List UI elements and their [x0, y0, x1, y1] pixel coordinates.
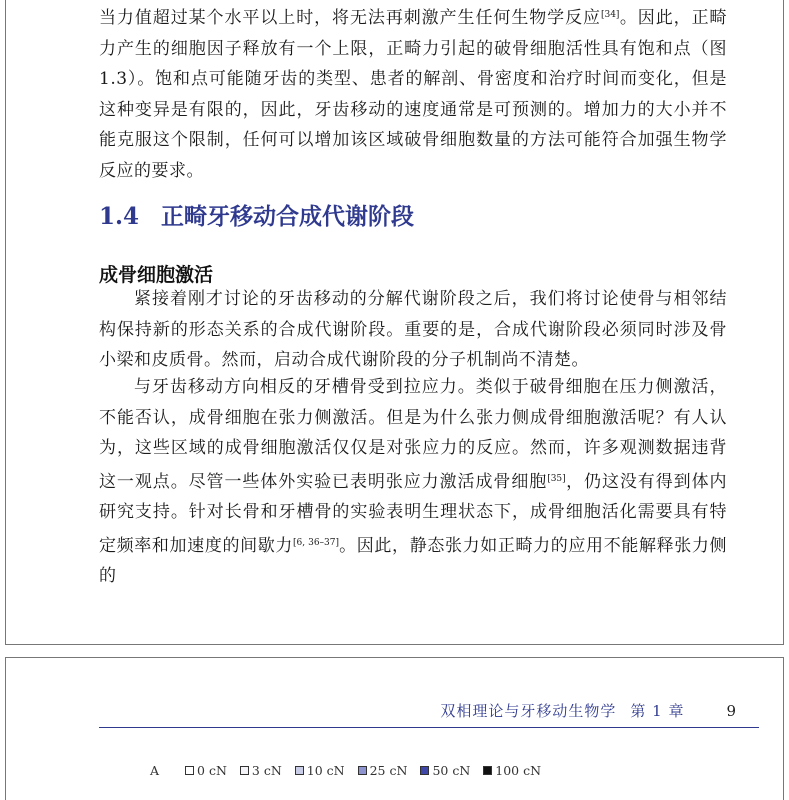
- book-title: 双相理论与牙移动生物学: [440, 702, 617, 720]
- paragraph-text: 紧接着刚才讨论的牙齿移动的分解代谢阶段之后，我们将讨论使骨与相邻结构保持新的形态关系的合成代谢阶段。重要的是，合成代谢阶段必须同时涉及骨小梁和皮质骨。然而，启动合成代谢阶段的分子机制尚不清楚。: [99, 289, 727, 370]
- section-title: 正畸牙移动合成代谢阶段: [161, 203, 415, 230]
- paragraph-text: 当力值超过某个水平以上时，将无法再刺激产生任何生物学反应: [99, 8, 601, 28]
- page-gap: [0, 645, 789, 657]
- paragraph-text: 。因此，正畸力产生的细胞因子释放有一个上限，正畸力引起的破骨细胞活性具有饱和点（图 1.3）。饱和点可能随牙齿的类型、患者的解剖、骨密度和治疗时间而变化，但是这种变异是有限的，因此，牙齿移动的速度通常是可预测的。增加力的大小并不能克服这个限制，任何可以增加该区域破骨细胞数量的方法可能符合加强生物学反应的要求。: [99, 8, 727, 181]
- legend-label: 0 cN: [197, 763, 227, 778]
- subsection-heading: 成骨细胞激活: [99, 264, 214, 286]
- page-number: 9: [726, 702, 737, 720]
- panel-label: A: [150, 763, 160, 778]
- legend-item: [185, 763, 227, 778]
- citation-35: [35]: [547, 473, 566, 484]
- legend-label: 3 cN: [251, 763, 282, 778]
- legend-item: [358, 763, 408, 778]
- legend-label: 50 cN: [432, 763, 471, 778]
- citation-34: [34]: [600, 10, 620, 20]
- legend-swatch: [295, 766, 304, 775]
- chapter-label: 第 1 章: [630, 702, 685, 720]
- legend-item: [295, 763, 345, 778]
- section-number: 1.4: [99, 203, 140, 230]
- legend-label: 25 cN: [369, 763, 408, 778]
- legend-label: 100 cN: [495, 763, 542, 778]
- legend-swatch: [358, 766, 367, 775]
- legend-swatch: [240, 766, 249, 775]
- legend-item: [240, 763, 282, 778]
- paragraph-tension: [99, 372, 727, 592]
- legend-items: [185, 763, 554, 778]
- paragraph-text: 。因此，静态张力如正畸力的应用不能解释张力侧的: [99, 535, 728, 586]
- paragraph-anabolic: [99, 284, 727, 376]
- legend-item: [420, 763, 470, 778]
- page-lower: [5, 657, 784, 800]
- legend-item: [483, 763, 541, 778]
- citation-6-36-37: [6, 36–37]: [293, 537, 340, 548]
- paragraph-saturation: [99, 0, 727, 186]
- paragraph-text: 与牙齿移动方向相反的牙槽骨受到拉应力。类似于破骨细胞在压力侧激活，不能否认，成骨细胞在张力侧激活。但是为什么张力侧成骨细胞激活呢？有人认为，这些区域的成骨细胞激活仅仅是对张应力的反应。然而，许多观测数据违背这一观点。尽管一些体外实验已表明张应力激活成骨细胞: [99, 377, 727, 492]
- section-heading: [99, 198, 414, 231]
- legend-swatch: [483, 766, 492, 775]
- header-rule: [99, 727, 759, 728]
- figure-legend: [150, 763, 554, 778]
- running-header: [426, 700, 737, 721]
- paragraph-text: ，仍这没有得到体内研究支持。针对长骨和牙槽骨的实验表明生理状态下，成骨细胞活化需要具有特定频率和加速度的间歇力: [99, 471, 728, 556]
- legend-swatch: [185, 766, 194, 775]
- legend-label: 10 cN: [306, 763, 345, 778]
- legend-swatch: [420, 766, 429, 775]
